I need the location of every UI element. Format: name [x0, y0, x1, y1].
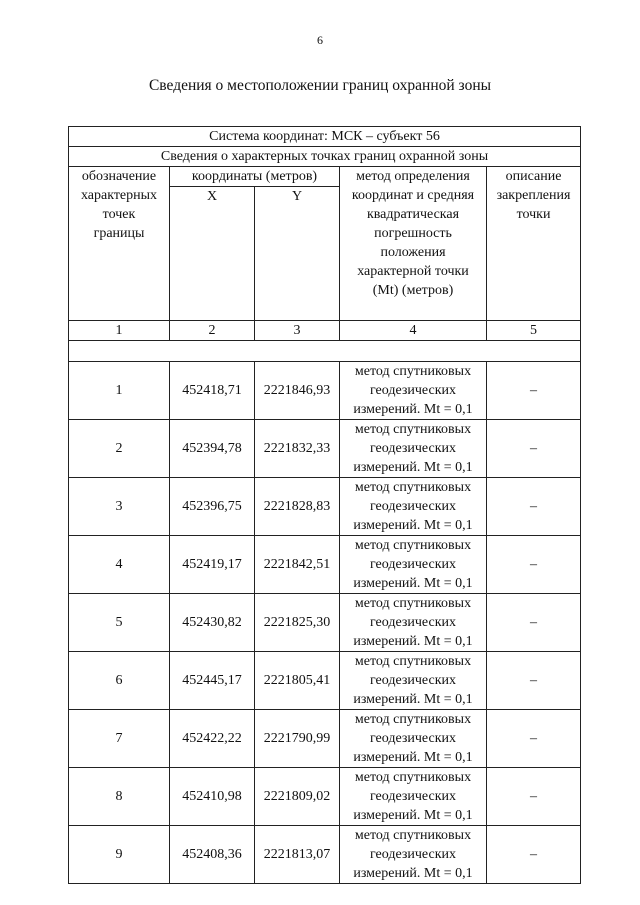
point-number-cell: 3: [69, 478, 170, 536]
x-coordinate-cell: 452396,75: [170, 478, 255, 536]
y-coordinate-cell: 2221790,99: [255, 710, 340, 768]
y-coordinate-cell: 2221828,83: [255, 478, 340, 536]
table-row: [69, 478, 581, 536]
table-row: [69, 652, 581, 710]
x-coordinate-cell: 452430,82: [170, 594, 255, 652]
method-cell: метод спутниковых геодезических измерений. Mt = 0,1: [340, 652, 487, 710]
fixing-description-cell: [487, 710, 581, 768]
x-coordinate-cell: 452422,22: [170, 710, 255, 768]
document-title: Сведения о местоположении границ охранной зоны: [148, 77, 492, 94]
header-method: метод определения координат и средняя квадратическая погрешность положения характерной точки (Mt) (метров): [340, 167, 487, 321]
dash-mark: –: [530, 673, 538, 688]
point-number-cell: 8: [69, 768, 170, 826]
column-number: 1: [69, 321, 170, 341]
point-number-cell: 9: [69, 826, 170, 884]
dash-mark: –: [530, 499, 538, 514]
x-coordinate-cell: 452445,17: [170, 652, 255, 710]
x-coordinate-cell: 452408,36: [170, 826, 255, 884]
fixing-description-cell: [487, 768, 581, 826]
table-row: [69, 362, 581, 420]
y-coordinate-cell: 2221805,41: [255, 652, 340, 710]
y-coordinate-cell: 2221842,51: [255, 536, 340, 594]
table-row: [69, 536, 581, 594]
y-coordinate-cell: 2221825,30: [255, 594, 340, 652]
point-number-cell: 1: [69, 362, 170, 420]
dash-mark: –: [530, 789, 538, 804]
method-cell: метод спутниковых геодезических измерений. Mt = 0,1: [340, 826, 487, 884]
blank-row: [69, 341, 581, 362]
column-number-row: [69, 321, 581, 341]
x-coordinate-cell: 452419,17: [170, 536, 255, 594]
dash-mark: –: [530, 731, 538, 746]
header-y: Y: [255, 187, 340, 321]
dash-mark: –: [530, 615, 538, 630]
header-point-designation: обозначение характерных точек границы: [69, 167, 170, 321]
header-x: X: [170, 187, 255, 321]
method-cell: метод спутниковых геодезических измерений. Mt = 0,1: [340, 768, 487, 826]
y-coordinate-cell: 2221832,33: [255, 420, 340, 478]
method-cell: метод спутниковых геодезических измерений. Mt = 0,1: [340, 536, 487, 594]
fixing-description-cell: [487, 420, 581, 478]
table-row: [69, 768, 581, 826]
x-coordinate-cell: 452410,98: [170, 768, 255, 826]
page-number: 6: [317, 33, 323, 47]
y-coordinate-cell: 2221809,02: [255, 768, 340, 826]
fixing-description-cell: [487, 362, 581, 420]
fixing-description-cell: [487, 478, 581, 536]
table-row: [69, 420, 581, 478]
coordinate-system-heading: Система координат: МСК – субъект 56: [69, 127, 581, 147]
method-cell: метод спутниковых геодезических измерений. Mt = 0,1: [340, 478, 487, 536]
dash-mark: –: [530, 557, 538, 572]
point-number-cell: 6: [69, 652, 170, 710]
point-number-cell: 5: [69, 594, 170, 652]
dash-mark: –: [530, 383, 538, 398]
column-number: 2: [170, 321, 255, 341]
fixing-description-cell: [487, 652, 581, 710]
method-cell: метод спутниковых геодезических измерений. Mt = 0,1: [340, 594, 487, 652]
column-number: 5: [487, 321, 581, 341]
x-coordinate-cell: 452394,78: [170, 420, 255, 478]
x-coordinate-cell: 452418,71: [170, 362, 255, 420]
fixing-description-cell: [487, 594, 581, 652]
point-number-cell: 4: [69, 536, 170, 594]
column-number: 4: [340, 321, 487, 341]
boundary-points-table: [68, 126, 581, 884]
method-cell: метод спутниковых геодезических измерений. Mt = 0,1: [340, 710, 487, 768]
table-row: [69, 710, 581, 768]
table-row: [69, 826, 581, 884]
fixing-description-cell: [487, 826, 581, 884]
blank-cell: [69, 341, 581, 362]
point-number-cell: 7: [69, 710, 170, 768]
y-coordinate-cell: 2221846,93: [255, 362, 340, 420]
column-number: 3: [255, 321, 340, 341]
table-subtitle: Сведения о характерных точках границ охранной зоны: [69, 147, 581, 167]
method-cell: метод спутниковых геодезических измерений. Mt = 0,1: [340, 362, 487, 420]
table-row: [69, 594, 581, 652]
fixing-description-cell: [487, 536, 581, 594]
y-coordinate-cell: 2221813,07: [255, 826, 340, 884]
dash-mark: –: [530, 441, 538, 456]
header-fixing-description: описание закрепления точки: [487, 167, 581, 321]
point-number-cell: 2: [69, 420, 170, 478]
method-cell: метод спутниковых геодезических измерений. Mt = 0,1: [340, 420, 487, 478]
dash-mark: –: [530, 847, 538, 862]
header-coordinates: координаты (метров): [170, 167, 340, 187]
